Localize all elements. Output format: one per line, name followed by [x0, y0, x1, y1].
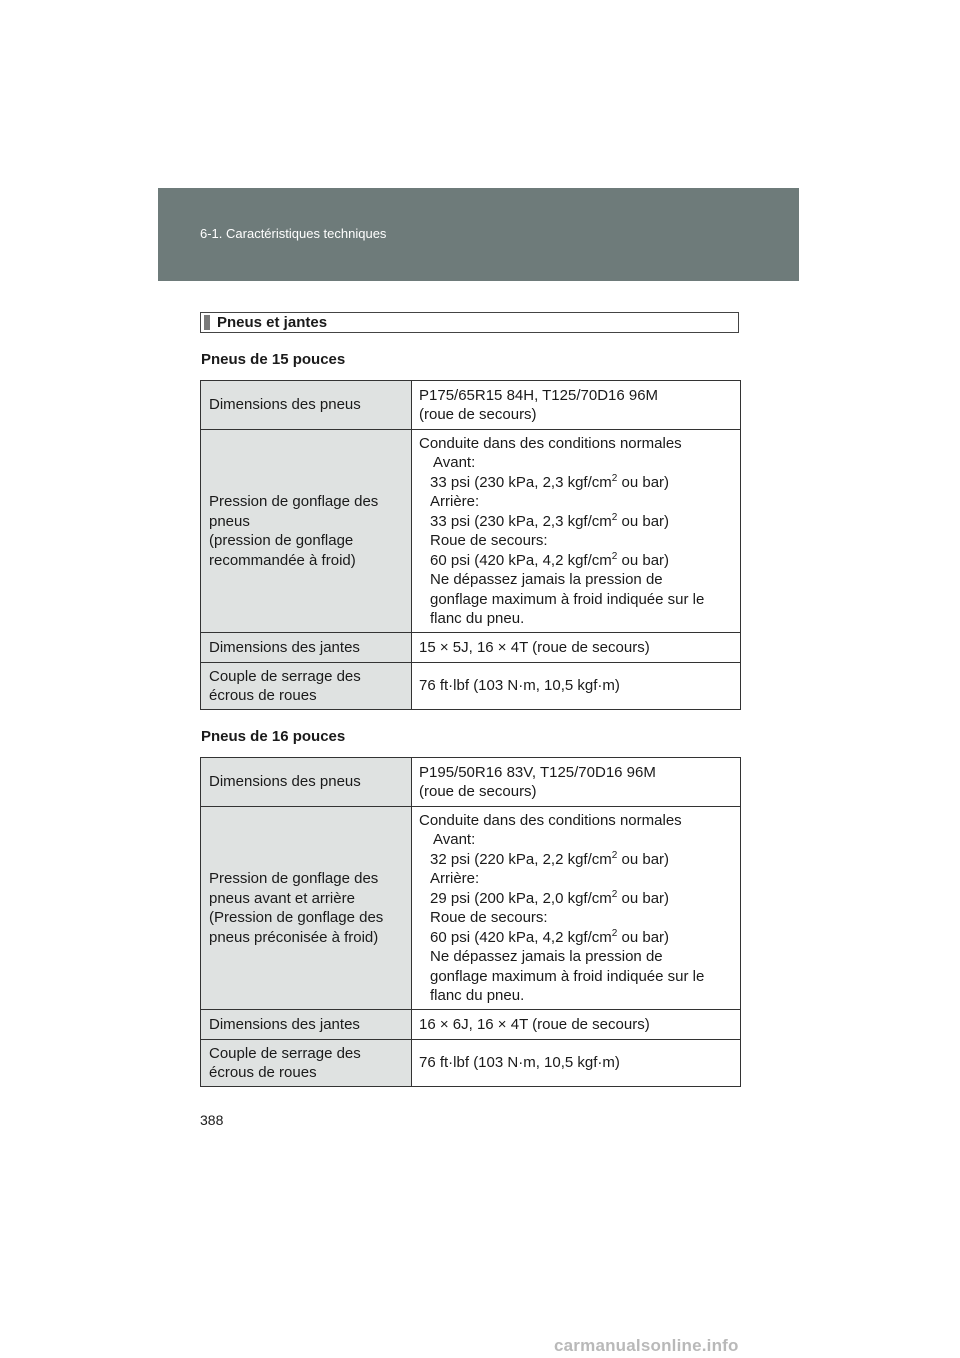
- section-title: Pneus et jantes: [217, 314, 328, 331]
- table-row: [201, 807, 741, 1010]
- tire-size-label: Dimensions des pneus: [201, 381, 412, 430]
- rim-size-value: 16 × 6J, 16 × 4T (roue de secours): [412, 1010, 741, 1040]
- rim-size-value: 15 × 5J, 16 × 4T (roue de secours): [412, 633, 741, 663]
- table-row: [201, 430, 741, 633]
- chapter-header: [158, 188, 799, 281]
- section-marker: [204, 315, 210, 330]
- breadcrumb: 6-1. Caractéristiques techniques: [200, 226, 387, 241]
- table-row: [201, 1010, 741, 1040]
- heading-16-inch: Pneus de 16 pouces: [201, 728, 346, 745]
- rim-size-label: Dimensions des jantes: [201, 1010, 412, 1040]
- spec-table-15-inch: [200, 380, 741, 710]
- pressure-value: Conduite dans des conditions normales Avant: 32 psi (220 kPa, 2,2 kgf/$cm^2$ ou bar) Arrière: 29 psi (200 kPa, 2,0 kgf/$cm^2$ ou bar) Roue de secours: 60 psi (420 kPa, 4,2 kgf/$cm^2$ ou bar) Ne dépassez jamais la pression de gonflage maximum à froid indiquée sur le flanc du pneu.: [412, 807, 741, 1010]
- section-title-box: [200, 312, 739, 333]
- page-number: 388: [200, 1112, 224, 1128]
- pressure-label: Pression de gonflage des pneus avant et arrière (Pression de gonflage des pneus préconisée à froid): [201, 807, 412, 1010]
- spec-table-16-inch: [200, 757, 741, 1087]
- table-row: [201, 663, 741, 710]
- table-row: [201, 633, 741, 663]
- pressure-label: Pression de gonflage des pneus (pression de gonflage recommandée à froid): [201, 430, 412, 633]
- heading-15-inch: Pneus de 15 pouces: [201, 351, 346, 368]
- tire-size-value: P175/65R15 84H, T125/70D16 96M (roue de secours): [412, 381, 741, 430]
- table-row: [201, 1040, 741, 1087]
- torque-label: Couple de serrage des écrous de roues: [201, 1040, 412, 1087]
- table-row: [201, 758, 741, 807]
- pressure-value: Conduite dans des conditions normales Avant: 33 psi (230 kPa, 2,3 kgf/$cm^2$ ou bar) Arrière: 33 psi (230 kPa, 2,3 kgf/$cm^2$ ou bar) Roue de secours: 60 psi (420 kPa, 4,2 kgf/$cm^2$ ou bar) Ne dépassez jamais la pression de gonflage maximum à froid indiquée sur le flanc du pneu.: [412, 430, 741, 633]
- torque-value: 76 ft·lbf (103 N·m, 10,5 kgf·m): [412, 1040, 741, 1087]
- tire-size-value: P195/50R16 83V, T125/70D16 96M (roue de secours): [412, 758, 741, 807]
- torque-label: Couple de serrage des écrous de roues: [201, 663, 412, 710]
- torque-value: 76 ft·lbf (103 N·m, 10,5 kgf·m): [412, 663, 741, 710]
- rim-size-label: Dimensions des jantes: [201, 633, 412, 663]
- table-row: [201, 381, 741, 430]
- tire-size-label: Dimensions des pneus: [201, 758, 412, 807]
- watermark: carmanualsonline.info: [554, 1336, 739, 1355]
